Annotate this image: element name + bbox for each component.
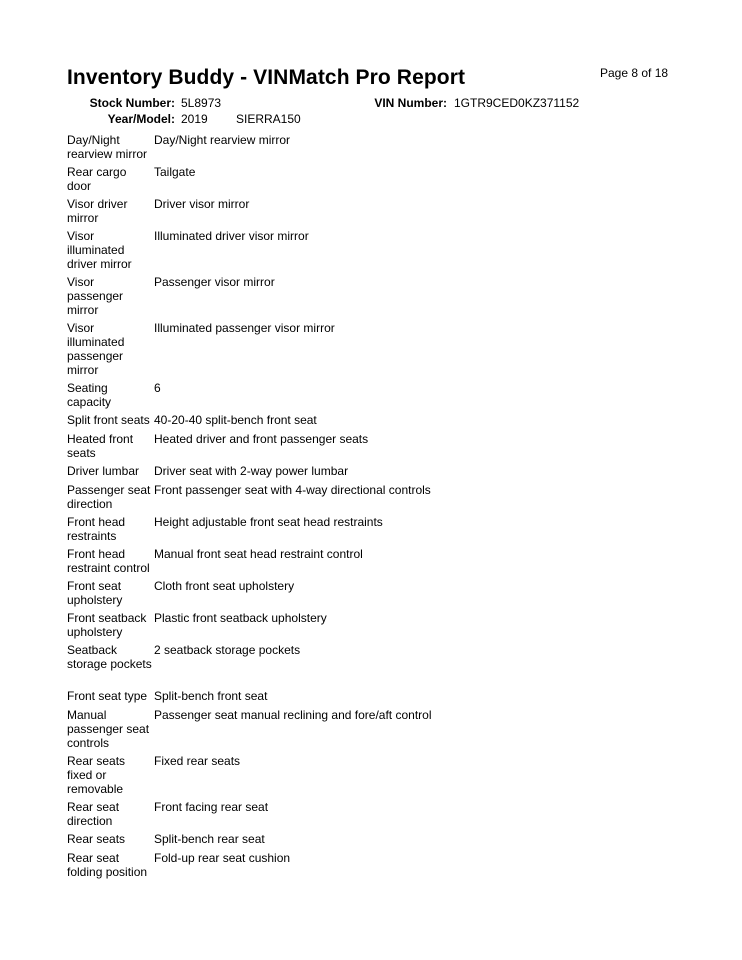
spec-label: Rear seats fixed or removable [67,754,126,796]
spec-label: Front head restraint control [67,547,150,575]
spec-value: Split-bench front seat [154,689,268,703]
spec-value: 2 seatback storage pockets [154,643,301,657]
vin-number-label: VIN Number: [374,96,447,110]
spec-label: Heated front seats [67,432,134,460]
spec-label: Visor illuminated passenger mirror [67,321,125,377]
stock-number-value: 5L8973 [181,96,222,110]
spec-label: Rear seat direction [67,800,120,828]
spec-value: Tailgate [154,165,196,179]
spec-value: Day/Night rearview mirror [154,133,291,147]
spec-value: Split-bench rear seat [154,832,265,846]
spec-label: Driver lumbar [67,464,140,478]
spec-value: Illuminated passenger visor mirror [154,321,335,335]
spec-value: Cloth front seat upholstery [154,579,295,593]
spec-label: Front head restraints [67,515,126,543]
spec-value: Passenger seat manual reclining and fore/aft control [154,708,432,722]
spec-label: Passenger seat direction [67,483,151,511]
spec-value: Fold-up rear seat cushion [154,851,291,865]
spec-value: Front facing rear seat [154,800,269,814]
spec-value: Heated driver and front passenger seats [154,432,369,446]
spec-label: Rear seat folding position [67,851,148,879]
vin-number-value: 1GTR9CED0KZ371152 [454,96,580,110]
spec-value: 6 [154,381,161,395]
model-value: SIERRA150 [236,112,301,126]
spec-label: Day/Night rearview mirror [67,133,148,161]
spec-value: Driver visor mirror [154,197,250,211]
spec-value: 40-20-40 split-bench front seat [154,413,317,427]
spec-value: Height adjustable front seat head restraints [154,515,383,529]
spec-label: Manual passenger seat controls [67,708,150,750]
spec-label: Split front seats [67,413,150,427]
spec-label: Visor driver mirror [67,197,128,225]
report-title: Inventory Buddy - VINMatch Pro Report [67,66,466,89]
spec-label: Front seat upholstery [67,579,123,607]
spec-label: Seatback storage pockets [67,643,152,671]
spec-label: Rear cargo door [67,165,127,193]
year-model-label: Year/Model: [107,112,175,126]
spec-label: Visor illuminated driver mirror [67,229,132,271]
stock-number-label: Stock Number: [89,96,175,110]
page-number: Page 8 of 18 [600,66,669,80]
spec-label: Front seat type [67,689,148,703]
spec-value: Plastic front seatback upholstery [154,611,327,625]
spec-value: Front passenger seat with 4-way directional controls [154,483,431,497]
spec-label: Front seatback upholstery [67,611,147,639]
spec-value: Fixed rear seats [154,754,241,768]
spec-value: Driver seat with 2-way power lumbar [154,464,349,478]
spec-value: Passenger visor mirror [154,275,275,289]
spec-value: Illuminated driver visor mirror [154,229,309,243]
spec-value: Manual front seat head restraint control [154,547,363,561]
spec-label: Seating capacity [67,381,112,409]
year-value: 2019 [181,112,208,126]
spec-label: Rear seats [67,832,126,846]
spec-label: Visor passenger mirror [67,275,124,317]
